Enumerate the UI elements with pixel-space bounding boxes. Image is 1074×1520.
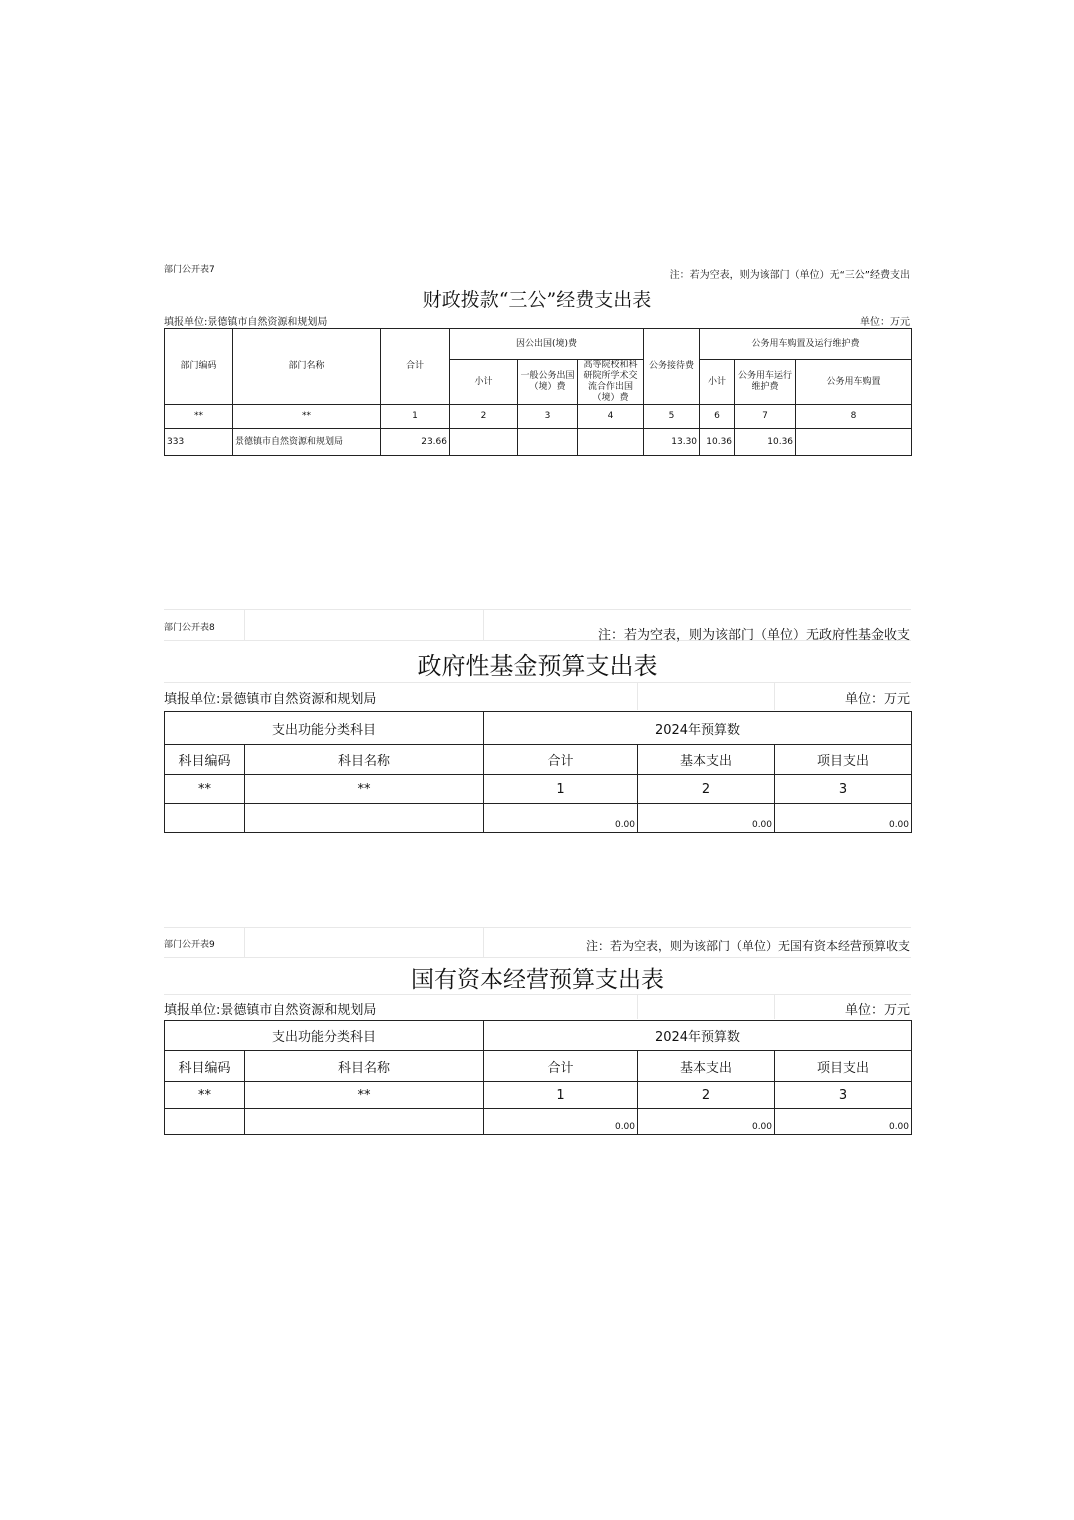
header-vehicle: 公务用车购置及运行维护费 bbox=[700, 329, 912, 360]
data-vehicle-subtotal: 10.36 bbox=[700, 429, 735, 456]
table9 bbox=[164, 1020, 912, 1135]
data-cell bbox=[245, 1109, 484, 1135]
header-vehicle-subtotal: 小计 bbox=[700, 360, 735, 405]
table-row bbox=[165, 405, 912, 429]
table9-note: 注：若为空表，则为该部门（单位）无国有资本经营预算收支 bbox=[585, 939, 910, 953]
index-cell: 2 bbox=[638, 1082, 775, 1109]
header-total: 合计 bbox=[484, 745, 638, 775]
data-vehicle-buy bbox=[796, 429, 912, 456]
gridline bbox=[774, 994, 775, 1019]
header-total: 合计 bbox=[381, 329, 450, 405]
header-dept-name: 部门名称 bbox=[233, 329, 381, 405]
table-row bbox=[165, 775, 912, 804]
index-cell: ** bbox=[165, 1082, 245, 1109]
gridline bbox=[164, 609, 911, 610]
data-cell: 0.00 bbox=[484, 804, 638, 833]
data-cell bbox=[245, 804, 484, 833]
gridline bbox=[637, 682, 638, 710]
header-basic: 基本支出 bbox=[638, 745, 775, 775]
table7-title: 财政拨款“三公”经费支出表 bbox=[422, 289, 652, 311]
index-cell: 5 bbox=[644, 405, 700, 429]
gridline bbox=[164, 682, 911, 683]
table8-title: 政府性基金预算支出表 bbox=[417, 652, 658, 680]
gridline bbox=[244, 609, 245, 641]
table-row bbox=[165, 1082, 912, 1109]
gridline bbox=[774, 682, 775, 710]
gridline bbox=[244, 927, 245, 957]
header-subject-name: 科目名称 bbox=[245, 1051, 484, 1082]
data-vehicle-run: 10.36 bbox=[735, 429, 796, 456]
table-row bbox=[165, 1109, 912, 1135]
table7-code-label: 部门公开表7 bbox=[164, 265, 215, 275]
data-abroad-subtotal bbox=[450, 429, 518, 456]
gridline bbox=[483, 609, 484, 641]
table7-note: 注：若为空表，则为该部门（单位）无“三公”经费支出 bbox=[669, 270, 910, 281]
gridline bbox=[164, 957, 911, 958]
index-cell: ** bbox=[165, 405, 233, 429]
header-abroad-subtotal: 小计 bbox=[450, 360, 518, 405]
table7-unit-right: 单位：万元 bbox=[860, 317, 910, 328]
index-cell: 3 bbox=[775, 1082, 912, 1109]
index-cell: ** bbox=[245, 1082, 484, 1109]
table8-code-label: 部门公开表8 bbox=[164, 623, 215, 633]
header-project: 项目支出 bbox=[775, 745, 912, 775]
table8-note: 注：若为空表，则为该部门（单位）无政府性基金收支 bbox=[597, 628, 910, 643]
index-cell: ** bbox=[245, 775, 484, 804]
header-vehicle-run: 公务用车运行维护费 bbox=[735, 360, 796, 405]
index-cell: 8 bbox=[796, 405, 912, 429]
index-cell: 3 bbox=[775, 775, 912, 804]
data-reception: 13.30 bbox=[644, 429, 700, 456]
index-cell: 4 bbox=[578, 405, 644, 429]
table9-unit-label: 填报单位:景德镇市自然资源和规划局 bbox=[164, 1003, 377, 1018]
data-cell: 0.00 bbox=[775, 1109, 912, 1135]
data-cell: 0.00 bbox=[638, 804, 775, 833]
table9-code-label: 部门公开表9 bbox=[164, 940, 215, 950]
table-row bbox=[165, 429, 912, 456]
header-subject-code: 科目编码 bbox=[165, 745, 245, 775]
table7 bbox=[164, 328, 912, 456]
data-total: 23.66 bbox=[381, 429, 450, 456]
data-code: 333 bbox=[165, 429, 233, 456]
header-budget: 2024年预算数 bbox=[484, 712, 912, 745]
header-total: 合计 bbox=[484, 1051, 638, 1082]
data-cell bbox=[165, 1109, 245, 1135]
header-category: 支出功能分类科目 bbox=[165, 1021, 484, 1051]
header-project: 项目支出 bbox=[775, 1051, 912, 1082]
index-cell: 3 bbox=[518, 405, 578, 429]
data-abroad-academic bbox=[578, 429, 644, 456]
header-vehicle-buy: 公务用车购置 bbox=[796, 360, 912, 405]
data-cell bbox=[165, 804, 245, 833]
header-subject-code: 科目编码 bbox=[165, 1051, 245, 1082]
gridline bbox=[164, 927, 911, 928]
data-abroad-general bbox=[518, 429, 578, 456]
index-cell: 1 bbox=[484, 1082, 638, 1109]
header-abroad-general: 一般公务出国（境）费 bbox=[518, 360, 578, 405]
header-basic: 基本支出 bbox=[638, 1051, 775, 1082]
table9-unit-right: 单位：万元 bbox=[844, 1003, 910, 1018]
header-subject-name: 科目名称 bbox=[245, 745, 484, 775]
data-cell: 0.00 bbox=[775, 804, 912, 833]
header-abroad-academic: 高等院校和科研院所学术交流合作出国（境）费 bbox=[578, 360, 644, 405]
header-reception: 公务接待费 bbox=[644, 329, 700, 405]
gridline bbox=[637, 994, 638, 1019]
header-category: 支出功能分类科目 bbox=[165, 712, 484, 745]
index-cell: 2 bbox=[450, 405, 518, 429]
gridline bbox=[483, 927, 484, 957]
table8-unit-right: 单位：万元 bbox=[844, 692, 910, 707]
data-cell: 0.00 bbox=[484, 1109, 638, 1135]
index-cell: ** bbox=[233, 405, 381, 429]
index-cell: 2 bbox=[638, 775, 775, 804]
gridline bbox=[164, 994, 911, 995]
index-cell: 1 bbox=[484, 775, 638, 804]
index-cell: 6 bbox=[700, 405, 735, 429]
header-dept-code: 部门编码 bbox=[165, 329, 233, 405]
table8-unit-label: 填报单位:景德镇市自然资源和规划局 bbox=[164, 692, 377, 707]
table9-title: 国有资本经营预算支出表 bbox=[411, 967, 664, 993]
index-cell: 7 bbox=[735, 405, 796, 429]
header-budget: 2024年预算数 bbox=[484, 1021, 912, 1051]
index-cell: ** bbox=[165, 775, 245, 804]
table7-unit-label: 填报单位:景德镇市自然资源和规划局 bbox=[164, 317, 328, 328]
table-row bbox=[165, 804, 912, 833]
header-abroad: 因公出国(境)费 bbox=[450, 329, 644, 360]
index-cell: 1 bbox=[381, 405, 450, 429]
data-cell: 0.00 bbox=[638, 1109, 775, 1135]
table8 bbox=[164, 711, 912, 833]
data-name: 景德镇市自然资源和规划局 bbox=[233, 429, 381, 456]
